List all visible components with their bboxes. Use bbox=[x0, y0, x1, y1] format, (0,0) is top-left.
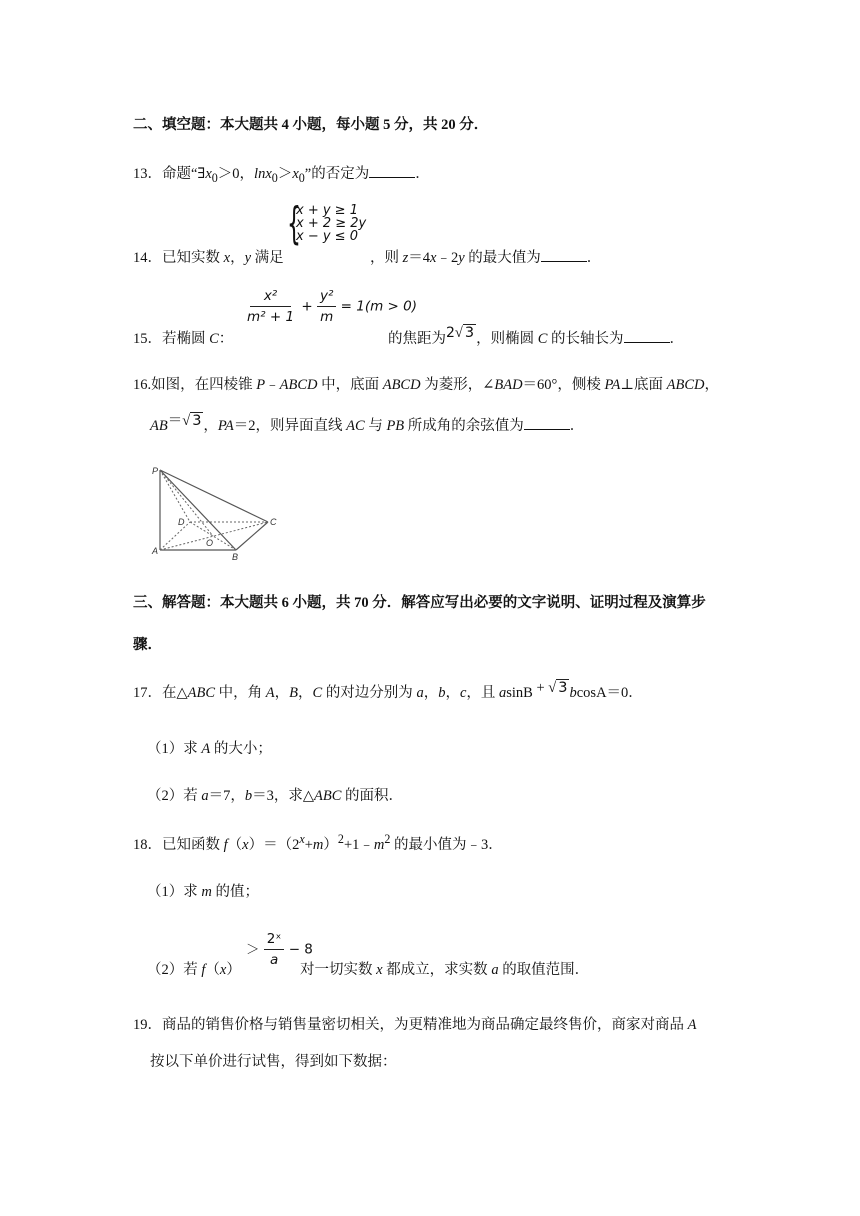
q16-eq: ＝ bbox=[167, 413, 183, 429]
edge-AD bbox=[160, 522, 190, 550]
q19-text: 商品的销售价格与销售量密切相关，为更精准地为商品确定最终售价，商家对商品 bbox=[162, 1017, 688, 1033]
q16-var: ABCD bbox=[382, 377, 421, 393]
q14-ineq-2: x + 2 ≥ 2y bbox=[296, 216, 367, 231]
section-2-heading: 二、填空题：本大题共 4 小题，每小题 5 分，共 20 分． bbox=[133, 117, 489, 133]
q16-text: 如图，在四棱锥 bbox=[151, 377, 257, 393]
q18-text: 的最小值为﹣3． bbox=[390, 836, 503, 853]
q14-ineq-1: x + y ≥ 1 bbox=[296, 203, 358, 218]
edge-PC bbox=[160, 470, 268, 522]
q18-sup: 2 bbox=[337, 832, 344, 846]
q17-part-text: ＝3，求△ bbox=[252, 788, 315, 804]
answer-blank bbox=[369, 165, 415, 178]
q13-text: ”的否定为 bbox=[304, 166, 370, 182]
q17-var: A bbox=[201, 741, 211, 757]
q17-var: b bbox=[244, 788, 253, 804]
q17-part-text: 的面积． bbox=[341, 788, 404, 804]
q16-text: ⊥底面 bbox=[620, 377, 667, 393]
question-15 bbox=[133, 327, 233, 348]
label-O: O bbox=[206, 538, 214, 548]
q13-text: 命题“∃ bbox=[162, 166, 206, 182]
q16-var: PB bbox=[386, 418, 405, 434]
q19-number: 19． bbox=[133, 1017, 162, 1033]
q14-inequality-system bbox=[287, 198, 367, 249]
section-3-heading-line-1: 三、解答题：本大题共 6 小题，共 70 分．解答应写出必要的文字说明、证明过程及演算步 bbox=[133, 595, 706, 611]
question-17 bbox=[133, 681, 643, 702]
q17-var: C bbox=[312, 685, 323, 701]
q13-sub: 0 bbox=[211, 170, 218, 185]
label-D: D bbox=[178, 517, 185, 527]
q14-number: 14． bbox=[133, 250, 162, 266]
q18-text: +1﹣ bbox=[343, 836, 374, 853]
q14-text: 已知实数 bbox=[162, 250, 224, 266]
q13-sub: 0 bbox=[298, 170, 305, 185]
answer-blank bbox=[624, 330, 670, 343]
q18-text: ） bbox=[323, 836, 338, 853]
q18-text: + bbox=[304, 836, 313, 853]
q14-var: y bbox=[458, 250, 465, 266]
q14-text: 满足 bbox=[251, 250, 284, 266]
q16-end: ． bbox=[569, 418, 585, 434]
q15-coef: 2 bbox=[446, 325, 455, 341]
q13-text: ＞0， bbox=[217, 166, 255, 182]
q18-part-text: ） bbox=[226, 962, 241, 978]
q14-end: ． bbox=[586, 250, 602, 266]
q15-text: ，则椭圆 bbox=[476, 331, 538, 347]
section-3-heading-line-2: 骤． bbox=[133, 637, 162, 653]
q18-text: 已知函数 bbox=[162, 836, 224, 853]
q16-text: ﹣ bbox=[265, 377, 280, 393]
q14-text: ﹣2 bbox=[436, 250, 459, 266]
q18-part-text: 的取值范围． bbox=[498, 962, 590, 978]
q18-part-text: 对一切实数 bbox=[300, 962, 377, 978]
q17-var: A bbox=[265, 685, 275, 701]
sqrt-symbol: √ 3 bbox=[454, 325, 475, 341]
label-A: A bbox=[152, 546, 159, 556]
q14-var: y bbox=[244, 250, 251, 266]
edge-BC bbox=[236, 522, 268, 550]
q13-end: ． bbox=[415, 166, 430, 182]
q17-text: ， bbox=[274, 685, 290, 701]
q14-text: ＝4 bbox=[408, 250, 431, 266]
q16-text: 为菱形，∠ bbox=[420, 377, 495, 393]
q16-var: PA bbox=[217, 418, 234, 434]
q18-var: m bbox=[312, 836, 324, 853]
q13-var: lnx bbox=[254, 166, 272, 182]
line-PO bbox=[160, 470, 213, 536]
answer-blank bbox=[541, 249, 587, 262]
label-B: B bbox=[232, 552, 239, 562]
q17-text: sinB bbox=[506, 685, 533, 701]
q17-var: B bbox=[289, 685, 299, 701]
q16-text: 与 bbox=[364, 418, 387, 434]
q18-text: （ bbox=[227, 836, 243, 853]
question-19-line-1 bbox=[133, 1013, 696, 1034]
question-18 bbox=[133, 832, 503, 854]
fraction bbox=[317, 286, 336, 327]
q17-text: ， bbox=[423, 685, 439, 701]
q15-text: 若椭圆 bbox=[162, 331, 210, 347]
q18-var: f bbox=[223, 836, 228, 853]
q15-number: 15． bbox=[133, 331, 162, 347]
fraction bbox=[264, 929, 285, 970]
q17-var: a bbox=[201, 788, 209, 804]
fraction bbox=[244, 286, 297, 327]
q16-text: 中，底面 bbox=[317, 377, 383, 393]
answer-blank bbox=[524, 417, 570, 430]
q17-var: b bbox=[569, 685, 577, 701]
q16-var: ABCD bbox=[666, 377, 705, 393]
q18-number: 18． bbox=[133, 836, 162, 853]
fraction-numerator: y² bbox=[317, 286, 336, 307]
q16-var: PA bbox=[604, 377, 621, 393]
sqrt-radicand: 3 bbox=[558, 680, 568, 696]
fraction-numerator: x² bbox=[250, 286, 291, 307]
q18-var: x bbox=[376, 962, 383, 978]
question-13 bbox=[133, 162, 430, 186]
q18-var: f bbox=[201, 962, 206, 978]
question-16-line-2 bbox=[150, 414, 584, 435]
q13-number: 13． bbox=[133, 166, 162, 182]
q18-sup: 2 bbox=[384, 832, 391, 846]
q17-var: ABC bbox=[314, 788, 342, 804]
q15-var: C bbox=[537, 331, 548, 347]
pyramid-figure bbox=[148, 462, 278, 562]
q18-part-text: （ bbox=[205, 962, 220, 978]
q16-text: ， bbox=[704, 377, 719, 393]
q17-part-1 bbox=[147, 737, 272, 758]
q16-var: BAD bbox=[494, 377, 523, 393]
q16-number: 16. bbox=[133, 377, 152, 393]
q18-part-1 bbox=[147, 880, 259, 901]
q15-text: ： bbox=[218, 331, 234, 347]
sqrt-radicand: 3 bbox=[464, 325, 475, 341]
q17-text: ＝0． bbox=[606, 685, 643, 701]
q18-var: m bbox=[373, 836, 385, 853]
label-C: C bbox=[270, 517, 277, 527]
q18-part-text: （1）求 bbox=[147, 884, 202, 900]
edge-PB bbox=[160, 470, 236, 550]
q18-var: x bbox=[242, 836, 249, 853]
question-14 bbox=[133, 246, 284, 267]
q16-var: AB bbox=[150, 418, 168, 434]
sqrt-symbol: √ 3 bbox=[548, 680, 568, 696]
plus-sign: + bbox=[301, 298, 313, 315]
q18-var: m bbox=[201, 884, 212, 900]
plus-sign: + bbox=[532, 680, 549, 696]
equation-rhs: = 1(m > 0) bbox=[340, 298, 418, 315]
q14-var: x bbox=[223, 250, 231, 266]
q17-text: 中，角 bbox=[215, 685, 266, 701]
q14-var: x bbox=[430, 250, 437, 266]
q17-text: 在△ bbox=[162, 685, 188, 701]
q17-var: b bbox=[438, 685, 446, 701]
q17-var: c bbox=[459, 685, 467, 701]
q16-text: 所成角的余弦值为 bbox=[404, 418, 524, 434]
q13-sub: 0 bbox=[271, 170, 278, 185]
question-15-tail bbox=[388, 327, 684, 348]
q17-text: 的对边分别为 bbox=[322, 685, 417, 701]
q17-part-2 bbox=[147, 784, 403, 805]
q17-var: a bbox=[416, 685, 424, 701]
q17-part-text: （2）若 bbox=[147, 788, 202, 804]
q18-var: a bbox=[491, 962, 499, 978]
q15-text: 的长轴长为 bbox=[547, 331, 624, 347]
q17-text: ， bbox=[298, 685, 313, 701]
q17-var: a bbox=[499, 685, 507, 701]
q17-var: ABC bbox=[187, 685, 216, 701]
q15-text: 的焦距为 bbox=[388, 331, 446, 347]
q17-text: cosA bbox=[576, 685, 607, 701]
q17-text: ， bbox=[445, 685, 460, 701]
q18-part-2-tail bbox=[300, 958, 589, 979]
q14-text: 的最大值为 bbox=[464, 250, 541, 266]
q16-var: P bbox=[256, 377, 266, 393]
fraction-numerator: 2ˣ bbox=[264, 929, 285, 950]
q17-part-text: 的大小； bbox=[210, 741, 272, 757]
q19-var: A bbox=[687, 1017, 697, 1033]
question-14-tail bbox=[370, 246, 601, 267]
q15-var: C bbox=[209, 331, 219, 347]
q14-text: ， bbox=[230, 250, 245, 266]
q16-text: ＝2，则异面直线 bbox=[233, 418, 347, 434]
fraction-denominator: a bbox=[269, 952, 279, 968]
q16-text: ＝60°，侧棱 bbox=[522, 377, 605, 393]
q14-ineq-3: x − y ≤ 0 bbox=[296, 229, 358, 244]
brace-icon: { bbox=[287, 198, 301, 249]
minus-eight: − 8 bbox=[288, 941, 313, 958]
q13-text: ＞ bbox=[277, 166, 293, 182]
q13-var: x bbox=[292, 166, 299, 182]
greater-than-sign: ＞ bbox=[246, 941, 260, 957]
q17-text: ，且 bbox=[466, 685, 499, 701]
q17-number: 17． bbox=[133, 685, 162, 701]
q18-var: x bbox=[219, 962, 227, 978]
q15-ellipse-equation bbox=[244, 286, 417, 327]
q16-var: AC bbox=[346, 418, 365, 434]
q16-var: ABCD bbox=[279, 377, 318, 393]
q18-part-text: （2）若 bbox=[147, 962, 202, 978]
sqrt-symbol: √ 3 bbox=[182, 413, 202, 429]
q17-part-text: ＝7， bbox=[208, 788, 245, 804]
q18-sup: x bbox=[299, 832, 305, 846]
q13-var: x bbox=[205, 166, 212, 182]
q14-var: z bbox=[402, 250, 409, 266]
q15-end: ． bbox=[669, 331, 685, 347]
q18-part-text: 都成立，求实数 bbox=[382, 962, 492, 978]
sqrt-radicand: 3 bbox=[192, 413, 202, 429]
q16-text: ， bbox=[203, 418, 218, 434]
q18-part-2 bbox=[147, 958, 241, 979]
label-P: P bbox=[152, 466, 159, 476]
fraction-denominator: m bbox=[320, 309, 334, 325]
q14-text: ，则 bbox=[370, 250, 403, 266]
fraction-denominator: m² + 1 bbox=[247, 309, 295, 325]
question-19-line-2: 按以下单价进行试售，得到如下数据： bbox=[150, 1054, 397, 1070]
q18-part-text: 的值； bbox=[211, 884, 259, 900]
q18-text: ）＝（2 bbox=[248, 836, 300, 853]
q17-part-text: （1）求 bbox=[147, 741, 202, 757]
question-16-line-1 bbox=[133, 373, 719, 394]
